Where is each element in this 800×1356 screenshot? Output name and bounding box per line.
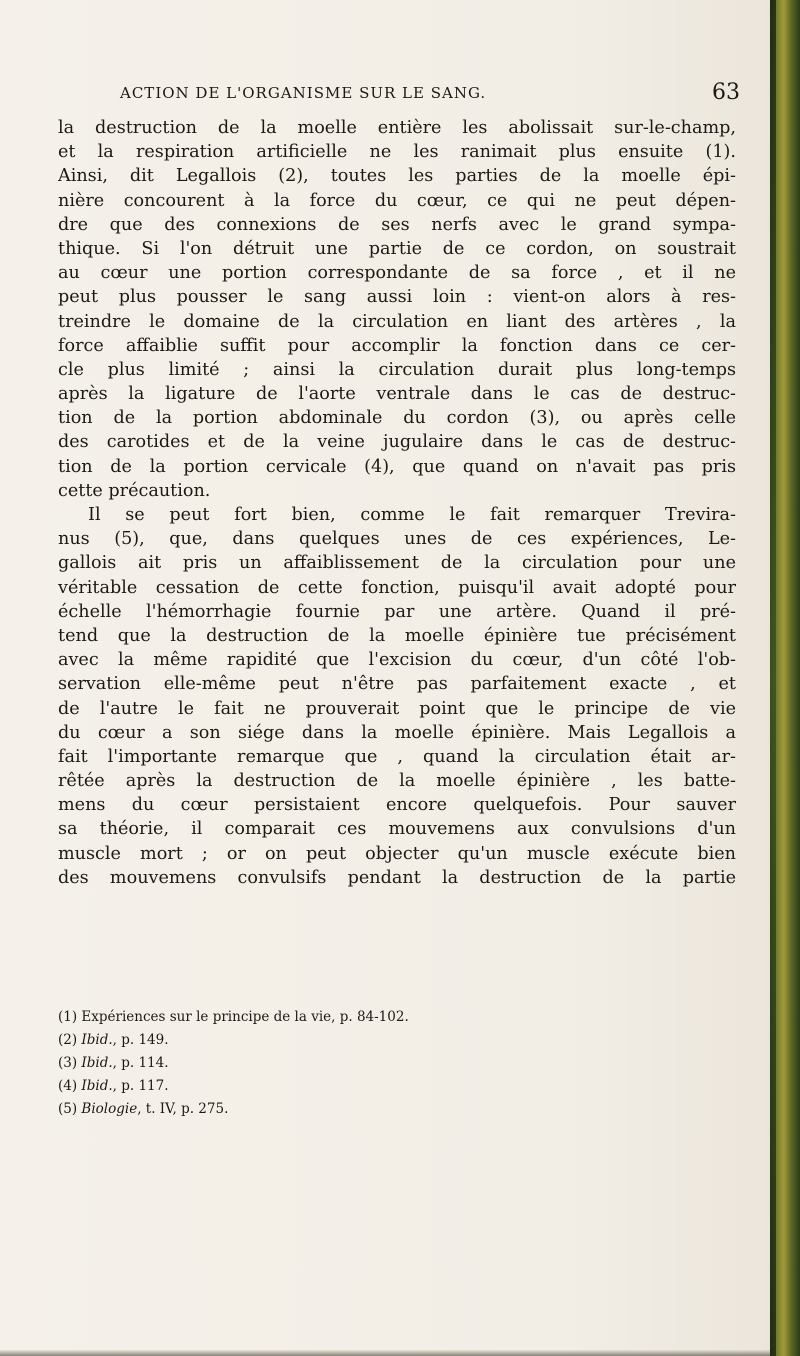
text-line: après la ligature de l'aorte ventrale dans le cas de destruc- xyxy=(58,384,736,405)
text-line: du cœur a son siége dans la moelle épinière. Mais Legallois a xyxy=(58,722,736,743)
footnote-3 xyxy=(58,1052,558,1075)
footnote-mark: (2) xyxy=(58,1032,78,1048)
footnote-2 xyxy=(58,1029,558,1052)
text-line: des mouvemens convulsifs pendant la destruction de la partie xyxy=(58,867,736,888)
book-binding-edge xyxy=(770,0,800,1356)
page-number: 63 xyxy=(712,80,740,105)
text-line: Ainsi, dit Legallois (2), toutes les parties de la moelle épi- xyxy=(58,166,736,187)
body-text xyxy=(58,116,736,890)
text-line: échelle l'hémorrhagie fournie par une artère. Quand il pré- xyxy=(58,601,736,622)
footnote-mark: (3) xyxy=(58,1055,78,1071)
paragraph-end-line: cette précaution. xyxy=(58,480,211,501)
footnotes xyxy=(58,1006,558,1121)
text-line: nus (5), que, dans quelques unes de ces expériences, Le- xyxy=(58,529,736,550)
text-line: des carotides et de la veine jugulaire dans le cas de destruc- xyxy=(58,432,736,453)
text-line: tend que la destruction de la moelle épinière tue précisément xyxy=(58,625,736,646)
text-line: nière concourent à la force du cœur, ce qui ne peut dépen- xyxy=(58,190,736,211)
footnote-mark: (4) xyxy=(58,1078,78,1094)
text-line: tion de la portion abdominale du cordon (3), ou après celle xyxy=(58,408,736,429)
footnote-text: , t. IV, p. 275. xyxy=(137,1101,229,1117)
paragraph-start-line: Il se peut fort bien, comme le fait remarquer Trevira- xyxy=(88,505,736,525)
running-head xyxy=(60,80,740,114)
text-line: sa théorie, il comparait ces mouvemens aux convulsions d'un xyxy=(58,819,736,840)
text-line: dre que des connexions de ses nerfs avec le grand sympa- xyxy=(58,214,736,235)
footnote-1 xyxy=(58,1006,558,1029)
footnote-ibid: Ibid. xyxy=(81,1078,113,1094)
text-line: thique. Si l'on détruit une partie de ce cordon, on soustrait xyxy=(58,238,736,259)
running-title: ACTION DE L'ORGANISME SUR LE SANG. xyxy=(120,84,487,102)
text-line: servation elle-même peut n'être pas parfaitement exacte , et xyxy=(58,674,736,695)
footnote-mark: (5) xyxy=(58,1101,78,1117)
text-line: muscle mort ; or on peut objecter qu'un muscle exécute bien xyxy=(58,843,736,864)
footnote-ibid: Ibid. xyxy=(81,1055,113,1071)
footnote-mark: (1) xyxy=(58,1009,78,1025)
text-line: au cœur une portion correspondante de sa force , et il ne xyxy=(58,263,736,284)
footnote-5 xyxy=(58,1098,558,1121)
text-line: de l'autre le fait ne prouverait point que le principe de vie xyxy=(58,698,736,719)
footnote-ibid: Ibid. xyxy=(81,1032,113,1048)
text-line: mens du cœur persistaient encore quelquefois. Pour sauver xyxy=(58,795,736,816)
text-line: avec la même rapidité que l'excision du cœur, d'un côté l'ob- xyxy=(58,650,736,671)
text-line: force affaiblie suffit pour accomplir la fonction dans ce cer- xyxy=(58,335,736,356)
text-line: la destruction de la moelle entière les abolissait sur-le-champ, xyxy=(58,118,736,138)
footnote-4 xyxy=(58,1075,558,1098)
footnote-text: , p. 149. xyxy=(112,1032,169,1048)
footnote-text: , p. 114. xyxy=(112,1055,169,1071)
text-line: treindre le domaine de la circulation en liant des artères , la xyxy=(58,311,736,332)
footnote-text: , p. 117. xyxy=(112,1078,169,1094)
footnote-text: Expériences sur le principe de la vie, p. 84-102. xyxy=(81,1009,409,1025)
text-line: cle plus limité ; ainsi la circulation durait plus long-temps xyxy=(58,359,736,380)
footnote-source-title: Biologie xyxy=(81,1101,138,1117)
text-line: rêtée après la destruction de la moelle épinière , les batte- xyxy=(58,771,736,792)
text-line: peut plus pousser le sang aussi loin : vient-on alors à res- xyxy=(58,287,736,308)
text-line: fait l'importante remarque que , quand la circulation était ar- xyxy=(58,746,736,767)
page-bottom-edge xyxy=(0,1350,770,1356)
text-line: et la respiration artificielle ne les ranimait plus ensuite (1). xyxy=(58,142,736,163)
text-line: véritable cessation de cette fonction, puisqu'il avait adopté pour xyxy=(58,577,736,598)
text-line: tion de la portion cervicale (4), que quand on n'avait pas pris xyxy=(58,456,736,477)
text-line: gallois ait pris un affaiblissement de la circulation pour une xyxy=(58,553,736,574)
